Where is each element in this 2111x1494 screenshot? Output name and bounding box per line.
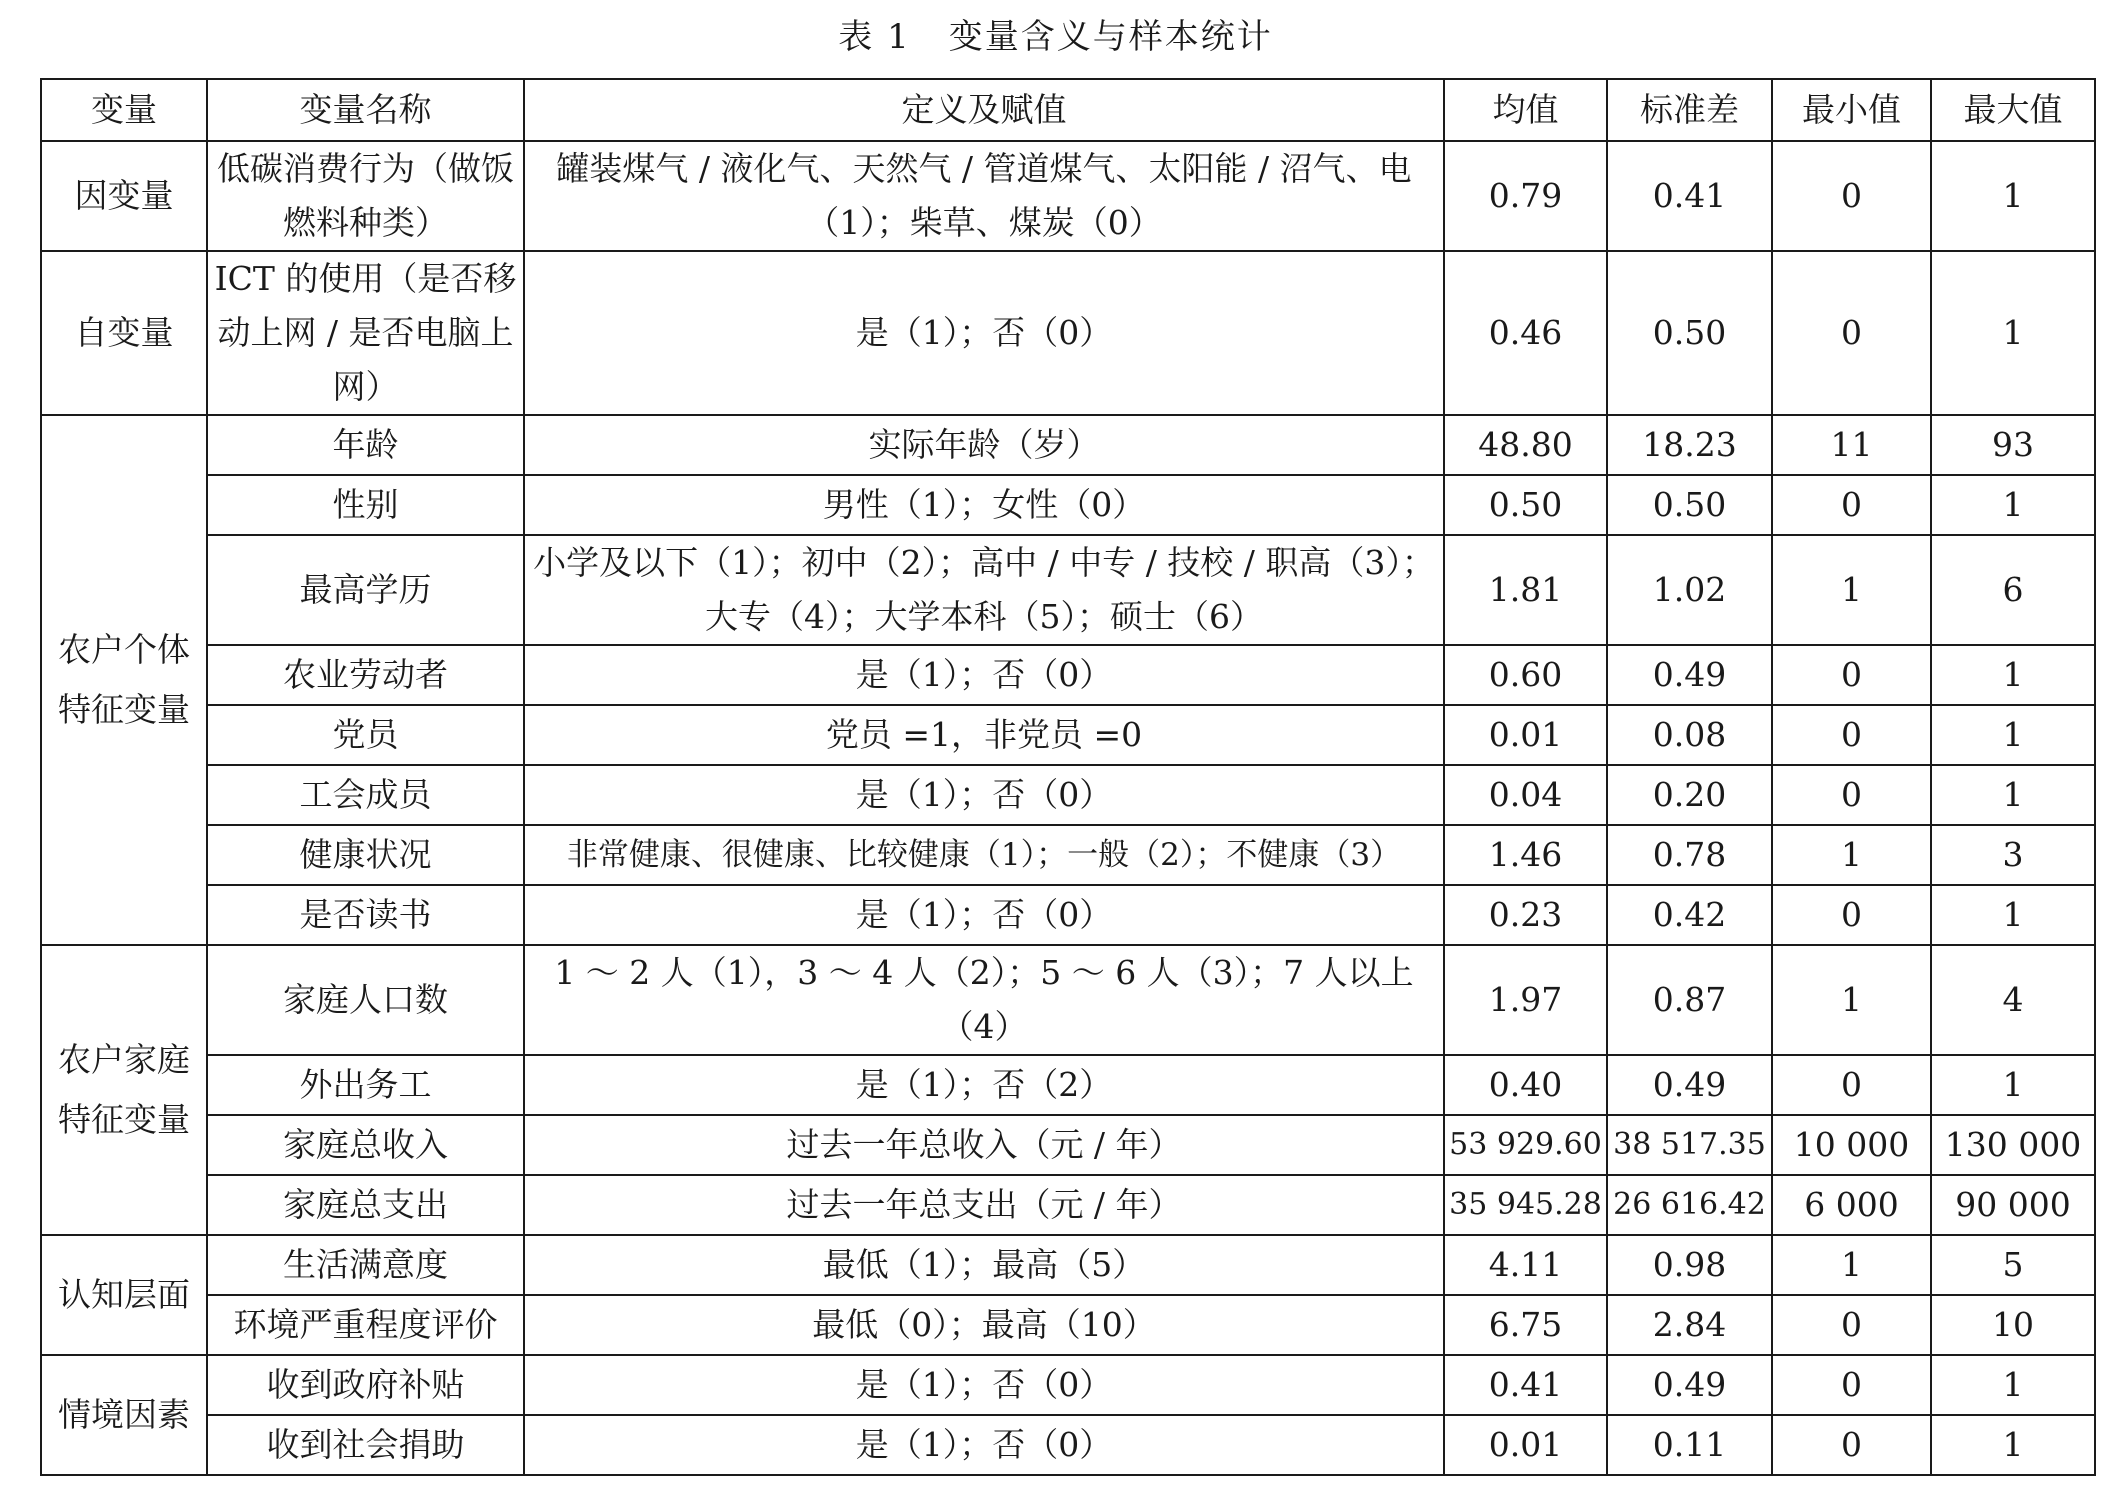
var-definition: 最低（1）；最高（5） <box>524 1235 1444 1295</box>
table-row <box>41 645 2095 705</box>
var-sd: 1.02 <box>1607 535 1772 645</box>
header-max: 最大值 <box>1931 79 2095 141</box>
var-mean: 0.04 <box>1444 765 1607 825</box>
var-max: 1 <box>1931 885 2095 945</box>
var-sd: 0.87 <box>1607 945 1772 1055</box>
var-max: 1 <box>1931 475 2095 535</box>
var-mean: 0.60 <box>1444 645 1607 705</box>
var-definition: 是（1）；否（0） <box>524 885 1444 945</box>
var-definition: 1 ～ 2 人（1），3 ～ 4 人（2）；5 ～ 6 人（3）；7 人以上（4） <box>524 945 1444 1055</box>
var-name: 党员 <box>207 705 524 765</box>
var-mean: 4.11 <box>1444 1235 1607 1295</box>
var-min: 0 <box>1772 1355 1931 1415</box>
var-sd: 0.50 <box>1607 251 1772 415</box>
var-max: 10 <box>1931 1295 2095 1355</box>
var-sd: 0.20 <box>1607 765 1772 825</box>
table-row <box>41 1055 2095 1115</box>
var-definition: 是（1）；否（2） <box>524 1055 1444 1115</box>
var-sd: 26 616.42 <box>1607 1175 1772 1235</box>
var-max: 6 <box>1931 535 2095 645</box>
group-family: 农户家庭特征变量 <box>41 945 207 1235</box>
var-definition: 是（1）；否（0） <box>524 1355 1444 1415</box>
var-name: 年龄 <box>207 415 524 475</box>
var-max: 1 <box>1931 645 2095 705</box>
group-situation: 情境因素 <box>41 1355 207 1475</box>
var-min: 0 <box>1772 475 1931 535</box>
header-name: 变量名称 <box>207 79 524 141</box>
table-row <box>41 1115 2095 1175</box>
var-definition: 过去一年总收入（元 / 年） <box>524 1115 1444 1175</box>
group-individual: 农户个体特征变量 <box>41 415 207 945</box>
var-definition: 是（1）；否（0） <box>524 251 1444 415</box>
var-min: 0 <box>1772 1295 1931 1355</box>
var-max: 1 <box>1931 1415 2095 1475</box>
var-min: 0 <box>1772 645 1931 705</box>
var-max: 1 <box>1931 1055 2095 1115</box>
var-max: 1 <box>1931 251 2095 415</box>
table-row <box>41 1415 2095 1475</box>
var-mean: 0.01 <box>1444 705 1607 765</box>
table-number: 表 1 <box>838 17 911 57</box>
var-mean: 1.97 <box>1444 945 1607 1055</box>
table-row <box>41 535 2095 645</box>
var-mean: 0.46 <box>1444 251 1607 415</box>
var-name: 家庭总支出 <box>207 1175 524 1235</box>
var-name: ICT 的使用（是否移动上网 / 是否电脑上网） <box>207 251 524 415</box>
table-row <box>41 251 2095 415</box>
var-name: 性别 <box>207 475 524 535</box>
var-max: 90 000 <box>1931 1175 2095 1235</box>
group-cognition: 认知层面 <box>41 1235 207 1355</box>
group-independent: 自变量 <box>41 251 207 415</box>
var-sd: 38 517.35 <box>1607 1115 1772 1175</box>
var-definition: 罐装煤气 / 液化气、天然气 / 管道煤气、太阳能 / 沼气、电（1）；柴草、煤炭（0） <box>524 141 1444 251</box>
var-min: 0 <box>1772 765 1931 825</box>
header-definition: 定义及赋值 <box>524 79 1444 141</box>
var-min: 1 <box>1772 1235 1931 1295</box>
var-name: 家庭总收入 <box>207 1115 524 1175</box>
var-sd: 18.23 <box>1607 415 1772 475</box>
var-mean: 6.75 <box>1444 1295 1607 1355</box>
var-max: 93 <box>1931 415 2095 475</box>
table-row <box>41 1175 2095 1235</box>
var-sd: 0.49 <box>1607 645 1772 705</box>
var-definition: 是（1）；否（0） <box>524 765 1444 825</box>
table-row <box>41 885 2095 945</box>
var-min: 0 <box>1772 251 1931 415</box>
var-sd: 2.84 <box>1607 1295 1772 1355</box>
var-definition: 实际年龄（岁） <box>524 415 1444 475</box>
header-min: 最小值 <box>1772 79 1931 141</box>
var-max: 1 <box>1931 1355 2095 1415</box>
var-definition: 男性（1）；女性（0） <box>524 475 1444 535</box>
var-max: 4 <box>1931 945 2095 1055</box>
table-row <box>41 765 2095 825</box>
var-min: 10 000 <box>1772 1115 1931 1175</box>
var-min: 0 <box>1772 1415 1931 1475</box>
var-min: 1 <box>1772 945 1931 1055</box>
var-min: 1 <box>1772 825 1931 885</box>
var-mean: 0.41 <box>1444 1355 1607 1415</box>
var-sd: 0.78 <box>1607 825 1772 885</box>
var-name: 生活满意度 <box>207 1235 524 1295</box>
var-name: 收到社会捐助 <box>207 1415 524 1475</box>
header-mean: 均值 <box>1444 79 1607 141</box>
var-definition: 非常健康、很健康、比较健康（1）；一般（2）；不健康（3） <box>524 825 1444 885</box>
var-sd: 0.08 <box>1607 705 1772 765</box>
table-title: 变量含义与样本统计 <box>948 17 1273 57</box>
var-mean: 0.40 <box>1444 1055 1607 1115</box>
var-max: 3 <box>1931 825 2095 885</box>
var-max: 1 <box>1931 765 2095 825</box>
var-sd: 0.49 <box>1607 1055 1772 1115</box>
var-definition: 党员 =1，非党员 =0 <box>524 705 1444 765</box>
var-min: 0 <box>1772 1055 1931 1115</box>
var-min: 1 <box>1772 535 1931 645</box>
var-mean: 35 945.28 <box>1444 1175 1607 1235</box>
var-sd: 0.41 <box>1607 141 1772 251</box>
var-sd: 0.98 <box>1607 1235 1772 1295</box>
table-row <box>41 705 2095 765</box>
var-sd: 0.50 <box>1607 475 1772 535</box>
var-max: 5 <box>1931 1235 2095 1295</box>
var-max: 1 <box>1931 705 2095 765</box>
group-dependent: 因变量 <box>41 141 207 251</box>
var-mean: 1.46 <box>1444 825 1607 885</box>
var-mean: 48.80 <box>1444 415 1607 475</box>
var-mean: 53 929.60 <box>1444 1115 1607 1175</box>
table-row <box>41 1355 2095 1415</box>
var-name: 家庭人口数 <box>207 945 524 1055</box>
table-row <box>41 141 2095 251</box>
var-mean: 0.79 <box>1444 141 1607 251</box>
var-name: 低碳消费行为（做饭燃料种类） <box>207 141 524 251</box>
table-row <box>41 1235 2095 1295</box>
var-name: 收到政府补贴 <box>207 1355 524 1415</box>
table-row <box>41 475 2095 535</box>
var-definition: 是（1）；否（0） <box>524 645 1444 705</box>
header-sd: 标准差 <box>1607 79 1772 141</box>
var-sd: 0.42 <box>1607 885 1772 945</box>
table-row <box>41 825 2095 885</box>
var-min: 6 000 <box>1772 1175 1931 1235</box>
table-row <box>41 1295 2095 1355</box>
var-definition: 是（1）；否（0） <box>524 1415 1444 1475</box>
var-mean: 1.81 <box>1444 535 1607 645</box>
var-sd: 0.49 <box>1607 1355 1772 1415</box>
var-mean: 0.01 <box>1444 1415 1607 1475</box>
table-row <box>41 945 2095 1055</box>
var-max: 1 <box>1931 141 2095 251</box>
var-name: 外出务工 <box>207 1055 524 1115</box>
header-variable: 变量 <box>41 79 207 141</box>
var-definition: 过去一年总支出（元 / 年） <box>524 1175 1444 1235</box>
var-name: 最高学历 <box>207 535 524 645</box>
table-row <box>41 415 2095 475</box>
var-name: 工会成员 <box>207 765 524 825</box>
var-name: 健康状况 <box>207 825 524 885</box>
var-definition: 最低（0）；最高（10） <box>524 1295 1444 1355</box>
var-min: 0 <box>1772 705 1931 765</box>
var-mean: 0.50 <box>1444 475 1607 535</box>
table-caption <box>0 12 2111 62</box>
var-mean: 0.23 <box>1444 885 1607 945</box>
statistics-table <box>40 78 2096 1476</box>
var-definition: 小学及以下（1）；初中（2）；高中 / 中专 / 技校 / 职高（3）；大专（4）；大学本科（5）；硕士（6） <box>524 535 1444 645</box>
var-sd: 0.11 <box>1607 1415 1772 1475</box>
var-min: 11 <box>1772 415 1931 475</box>
header-row <box>41 79 2095 141</box>
var-name: 是否读书 <box>207 885 524 945</box>
var-min: 0 <box>1772 141 1931 251</box>
var-max: 130 000 <box>1931 1115 2095 1175</box>
var-name: 农业劳动者 <box>207 645 524 705</box>
var-min: 0 <box>1772 885 1931 945</box>
var-name: 环境严重程度评价 <box>207 1295 524 1355</box>
